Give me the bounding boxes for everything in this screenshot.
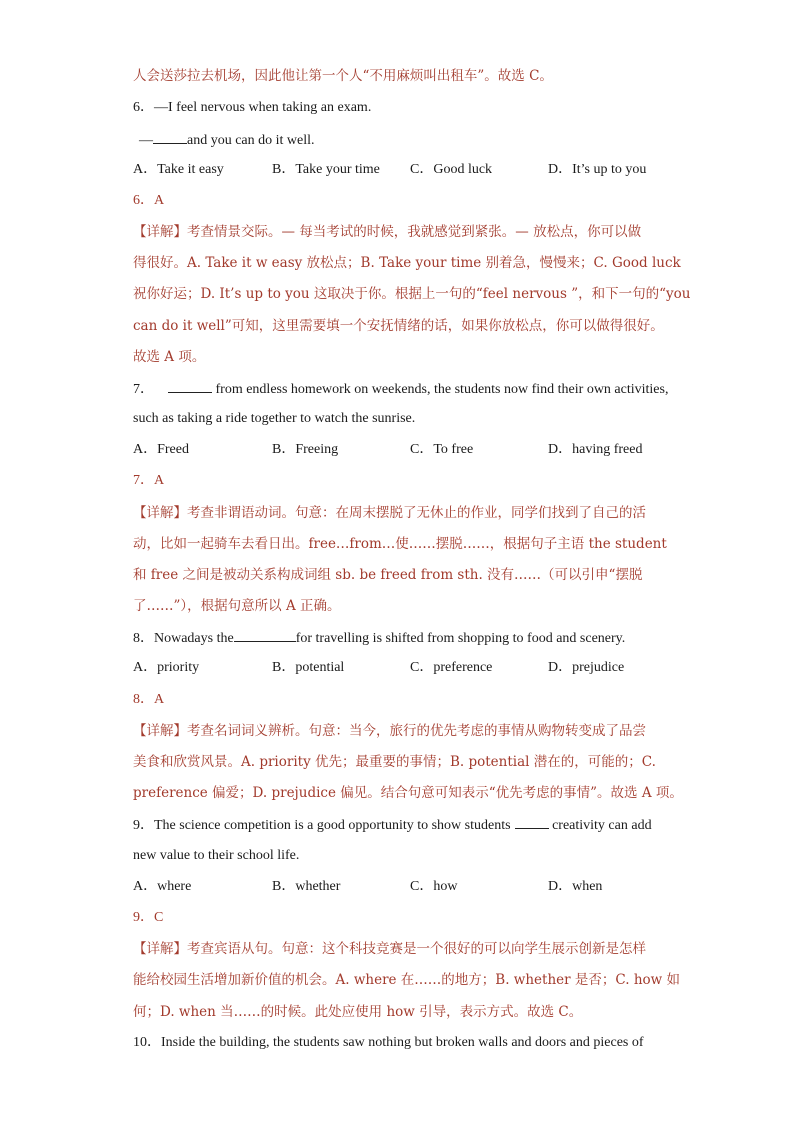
question-9-stem xyxy=(133,814,652,836)
question-9-option-c: C．how xyxy=(410,879,458,894)
explanation-6-line-4: can do it well”可知，这里需要填一个安抚情绪的话，如果你放松点，你可以做得很好。 xyxy=(133,318,664,334)
question-7-option-c: C．To free xyxy=(410,442,474,457)
explanation-8-line-2: 美食和欣赏风景。A. priority 优先；最重要的事情；B. potential 潜在的，可能的；C. xyxy=(133,754,656,770)
dash: — xyxy=(139,133,153,148)
question-8-option-b: B．potential xyxy=(272,660,345,675)
question-number: 7． xyxy=(133,382,154,397)
question-8-option-c: C．preference xyxy=(410,660,493,675)
explanation-7-line-3: 和 free 之间是被动关系构成词组 sb. be freed from sth. 没有……（可以引申“摆脱 xyxy=(133,567,643,583)
explanation-7-line-1: 【详解】考查非谓语动词。句意：在周末摆脱了无休止的作业，同学们找到了自己的活 xyxy=(133,505,646,521)
question-7-option-a: A．Freed xyxy=(133,442,189,457)
question-6-stem: 6．—I feel nervous when taking an exam. xyxy=(133,100,372,115)
question-8-option-a: A．priority xyxy=(133,660,200,675)
question-9-text-start: 9．The science competition is a good opportunity to show students xyxy=(133,818,511,833)
answer-blank xyxy=(168,378,212,393)
question-8-text-end: for travelling is shifted from shopping to food and scenery. xyxy=(295,631,626,646)
question-7-stem xyxy=(133,378,668,400)
explanation-9-line-2: 能给校园生活增加新价值的机会。A. where 在……的地方；B. whether 是否；C. how 如 xyxy=(133,972,680,988)
question-6-option-c: C．Good luck xyxy=(410,162,493,177)
question-8-option-d: D．prejudice xyxy=(548,660,625,675)
explanation-9-line-3: 何；D. when 当……的时候。此处应使用 how 引导，表示方式。故选 C。 xyxy=(133,1004,583,1020)
explanation-8-line-1: 【详解】考查名词词义辨析。句意：当今，旅行的优先考虑的事情从购物转变成了品尝 xyxy=(133,723,646,739)
question-10-stem: 10．Inside the building, the students saw nothing but broken walls and doors and pieces of xyxy=(133,1035,644,1050)
explanation-6-line-5: 故选 A 项。 xyxy=(133,349,206,365)
question-9-text-end: creativity can add xyxy=(548,818,652,833)
question-7-stem-line-2: such as taking a ride together to watch the sunrise. xyxy=(133,411,416,426)
question-9-option-a: A．where xyxy=(133,879,192,894)
explanation-continuation: 人会送莎拉去机场，因此他让第一个人“不用麻烦叫出租车”。故选 C。 xyxy=(133,68,553,84)
answer-9: 9．C xyxy=(133,910,164,925)
answer-6: 6．A xyxy=(133,193,165,208)
question-6-response-text: and you can do it well. xyxy=(187,133,315,148)
answer-blank xyxy=(153,129,187,144)
explanation-6-line-2: 得很好。A. Take it w easy 放松点；B. Take your time 别着急，慢慢来；C. Good luck xyxy=(133,255,681,271)
explanation-7-line-2: 动，比如一起骑车去看日出。free…from…使……摆脱……，根据句子主语 the student xyxy=(133,536,667,552)
answer-blank xyxy=(515,814,549,829)
question-6-option-a: A．Take it easy xyxy=(133,162,224,177)
explanation-7-line-4: 了……”），根据句意所以 A 正确。 xyxy=(133,598,341,614)
question-8-stem xyxy=(133,627,625,649)
question-6-option-d: D．It’s up to you xyxy=(548,162,647,177)
question-6-response xyxy=(139,129,315,151)
question-7-option-d: D．having freed xyxy=(548,442,643,457)
question-9-stem-line-2: new value to their school life. xyxy=(133,848,300,863)
explanation-6-line-3: 祝你好运；D. It’s up to you 这取决于你。根据上一句的“feel nervous ”，和下一句的“you xyxy=(133,286,691,302)
answer-8: 8．A xyxy=(133,692,165,707)
question-6-option-b: B．Take your time xyxy=(272,162,380,177)
question-7-text: from endless homework on weekends, the students now find their own activities, xyxy=(212,382,669,397)
answer-blank xyxy=(234,627,296,642)
question-8-text-start: 8．Nowadays the xyxy=(133,631,234,646)
answer-7: 7．A xyxy=(133,473,165,488)
question-9-option-d: D．when xyxy=(548,879,603,894)
question-9-option-b: B．whether xyxy=(272,879,341,894)
explanation-6-line-1: 【详解】考查情景交际。— 每当考试的时候，我就感觉到紧张。— 放松点，你可以做 xyxy=(133,224,642,240)
explanation-9-line-1: 【详解】考查宾语从句。句意：这个科技竞赛是一个很好的可以向学生展示创新是怎样 xyxy=(133,941,646,957)
question-7-option-b: B．Freeing xyxy=(272,442,339,457)
explanation-8-line-3: preference 偏爱；D. prejudice 偏见。结合句意可知表示“优先考虑的事情”。故选 A 项。 xyxy=(133,785,683,801)
